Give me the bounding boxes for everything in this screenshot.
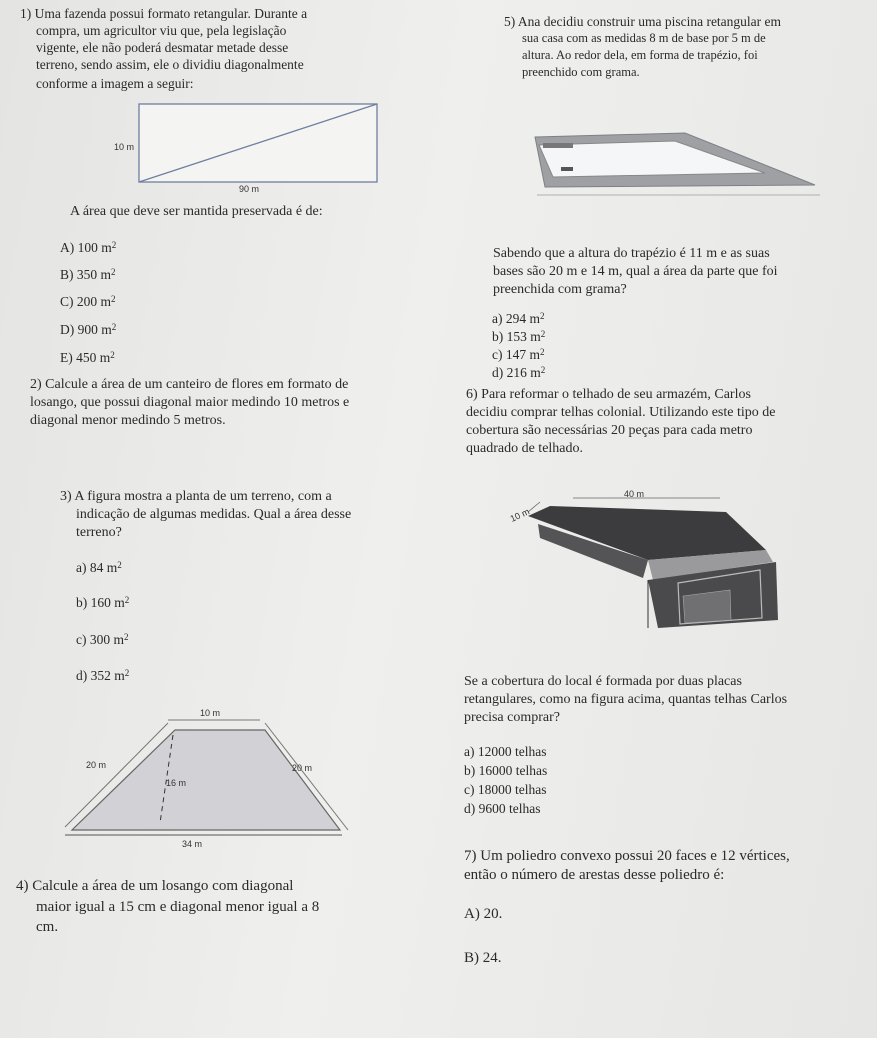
- q4-line-1: 4) Calcule a área de um losango com diagonal: [16, 878, 294, 894]
- q1-option-e: E) 450 $m^2$: [60, 350, 115, 365]
- q3-top-label: 10 m: [200, 708, 221, 718]
- q1-rectangle-figure: [114, 104, 379, 194]
- q7-line-2: então o número de arestas desse poliedro é:: [464, 867, 725, 883]
- q5-line-3: altura. Ao redor dela, em forma de trapézio, foi: [522, 48, 758, 62]
- q4-line-2: maior igual a 15 cm e diagonal menor igual a 8: [36, 899, 320, 915]
- q6-option-a: a) 12000 telhas: [464, 744, 547, 759]
- q3-height-label: 16 m: [166, 778, 187, 788]
- q5-text-1: Sabendo que a altura do trapézio é 11 m e as suas: [493, 246, 770, 261]
- q3-option-d: d) 352 $m^2$: [76, 668, 130, 683]
- q3-line-3: terreno?: [76, 525, 122, 540]
- q4-line-3: cm.: [36, 919, 59, 935]
- q5-line-4: preenchido com grama.: [522, 65, 640, 79]
- q1-option-a: A) 100 $m^2$: [60, 240, 117, 255]
- q3-option-c: c) 300 $m^2$: [76, 632, 129, 647]
- q3-right-label: 20 m: [292, 763, 313, 773]
- q3-option-a: a) 84 $m^2$: [76, 560, 122, 575]
- q1-line-1: 1) Uma fazenda possui formato retangular. Durante a: [20, 6, 308, 21]
- q7-option-b: B) 24.: [464, 950, 502, 966]
- q6-line-3: cobertura são necessárias 20 peças para cada metro: [466, 423, 753, 438]
- q1-question: A área que deve ser mantida preservada é de:: [70, 204, 323, 219]
- q6-line-1: 6) Para reformar o telhado de seu armazém, Carlos: [466, 387, 751, 402]
- q2-line-3: diagonal menor medindo 5 metros.: [30, 413, 226, 428]
- q5-option-d: d) 216 $m^2$: [492, 365, 546, 380]
- q3-line-1: 3) A figura mostra a planta de um terreno, com a: [60, 489, 332, 504]
- q7-option-a: A) 20.: [464, 906, 503, 922]
- q3-left-label: 20 m: [86, 760, 107, 770]
- q5-line-2: sua casa com as medidas 8 m de base por 5 m de: [522, 31, 766, 45]
- q6-warehouse-figure: [498, 488, 788, 638]
- q6-length-label: 40 m: [624, 489, 645, 499]
- q1-width-label: 90 m: [239, 184, 260, 194]
- q3-base-label: 34 m: [182, 839, 203, 849]
- q1-height-label: 10 m: [114, 142, 135, 152]
- q6-text-3: precisa comprar?: [464, 710, 560, 725]
- q1-line-2: compra, um agricultor viu que, pela legislação: [36, 23, 287, 38]
- q3-trapezoid-figure: [60, 705, 350, 855]
- q1-option-b: B) 350 $m^2$: [60, 267, 116, 282]
- q5-pool-figure: [525, 125, 825, 205]
- q1-line-3: vigente, ele não poderá desmatar metade desse: [36, 40, 289, 55]
- q3-option-b: b) 160 $m^2$: [76, 595, 130, 610]
- q1-option-d: D) 900 $m^2$: [60, 322, 117, 337]
- q1-line-4: terreno, sendo assim, ele o dividiu diagonalmente: [36, 57, 304, 72]
- q6-text-2: retangulares, como na figura acima, quantas telhas Carlos: [464, 692, 788, 707]
- q6-option-b: b) 16000 telhas: [464, 763, 548, 778]
- q6-width-label: 10 m: [508, 506, 531, 524]
- q6-option-c: c) 18000 telhas: [464, 782, 547, 797]
- q1-option-c: C) 200 $m^2$: [60, 294, 116, 309]
- q6-line-4: quadrado de telhado.: [466, 441, 584, 456]
- q6-option-d: d) 9600 telhas: [464, 801, 541, 816]
- q5-option-c: c) 147 $m^2$: [492, 347, 545, 362]
- q5-option-a: a) 294 $m^2$: [492, 311, 545, 326]
- q5-option-b: b) 153 $m^2$: [492, 329, 546, 344]
- q5-line-1: 5) Ana decidiu construir uma piscina retangular em: [504, 14, 782, 29]
- q3-line-2: indicação de algumas medidas. Qual a área desse: [76, 507, 352, 522]
- q1-line-5: conforme a imagem a seguir:: [36, 76, 194, 91]
- q6-line-2: decidiu comprar telhas colonial. Utilizando este tipo de: [466, 405, 776, 420]
- q7-line-1: 7) Um poliedro convexo possui 20 faces e 12 vértices,: [464, 848, 790, 864]
- q5-text-2: bases são 20 m e 14 m, qual a área da parte que foi: [493, 264, 778, 279]
- q6-text-1: Se a cobertura do local é formada por duas placas: [464, 674, 742, 689]
- q5-text-3: preenchida com grama?: [493, 282, 627, 297]
- q2-line-1: 2) Calcule a área de um canteiro de flores em formato de: [30, 377, 349, 392]
- q2-line-2: losango, que possui diagonal maior medindo 10 metros e: [30, 395, 350, 410]
